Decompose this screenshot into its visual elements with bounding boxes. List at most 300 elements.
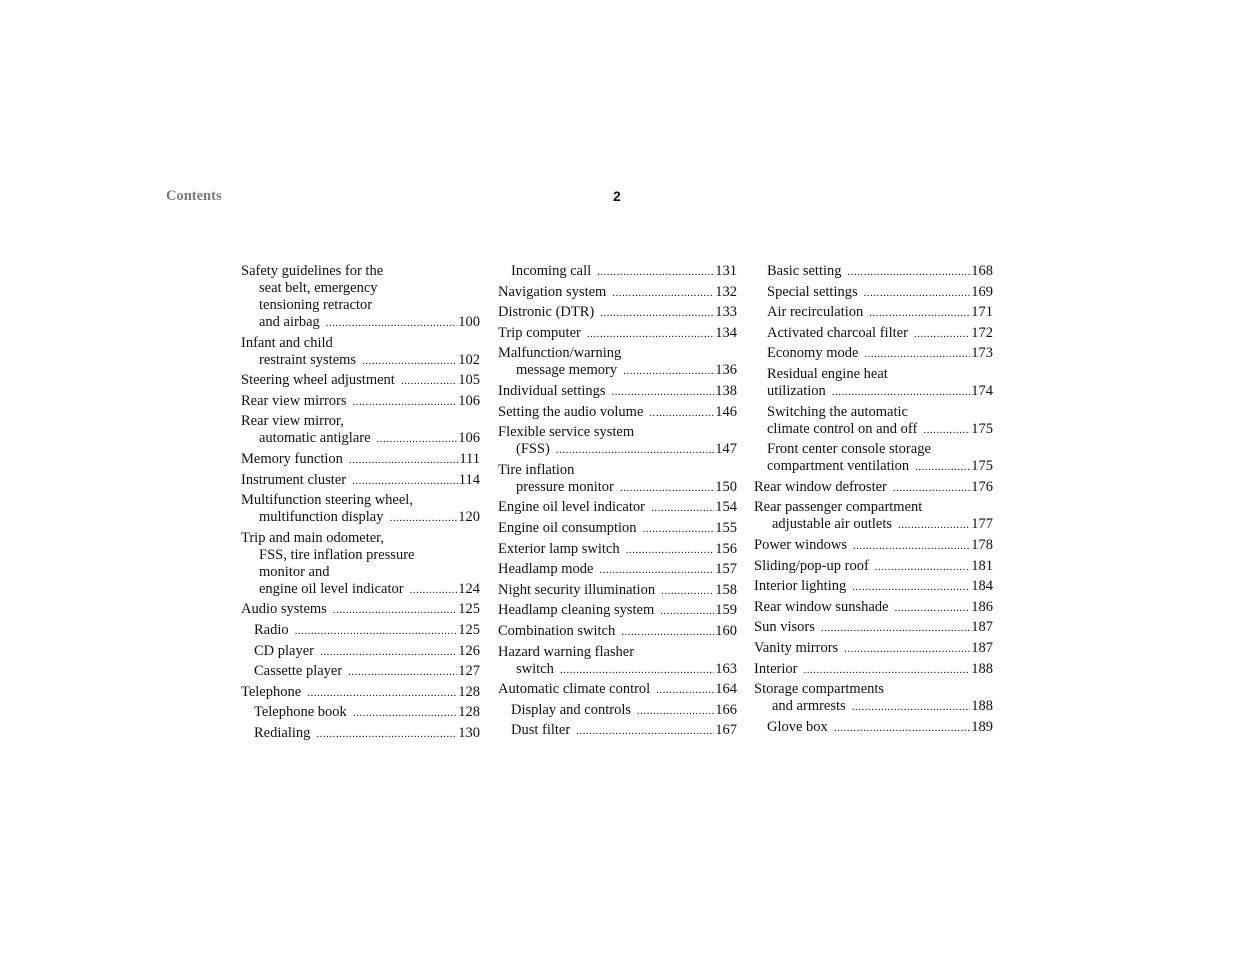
entry-page-number: 126 <box>458 642 480 659</box>
toc-entry[interactable] <box>754 640 993 658</box>
toc-entry-line-last <box>754 383 993 401</box>
dot-leader <box>587 326 714 343</box>
toc-entry[interactable] <box>754 661 993 679</box>
dot-leader <box>560 662 714 679</box>
toc-entry-line <box>241 263 480 280</box>
toc-entry-line-last <box>754 325 993 343</box>
toc-entry[interactable] <box>498 284 737 302</box>
toc-column-1 <box>241 263 480 746</box>
toc-entry[interactable] <box>498 722 737 740</box>
toc-entry-line <box>241 492 480 509</box>
entry-title: Storage compartments <box>754 681 885 698</box>
toc-entry[interactable] <box>498 702 737 720</box>
toc-entry-line <box>754 499 993 516</box>
toc-entry[interactable] <box>241 684 480 702</box>
entry-title: Rear view mirror, <box>241 413 344 430</box>
entry-title: compartment ventilation <box>767 458 910 475</box>
entry-title: switch <box>516 660 554 677</box>
entry-title: Night security illumination <box>498 581 656 598</box>
dot-leader <box>848 264 971 281</box>
dot-leader <box>401 373 457 390</box>
entry-page-number: 174 <box>971 382 993 399</box>
toc-entry[interactable] <box>754 304 993 322</box>
entry-title: tensioning retractor <box>259 297 373 313</box>
entry-title: automatic antiglare <box>259 430 371 447</box>
entry-page-number: 189 <box>971 718 993 735</box>
dot-leader <box>389 510 457 527</box>
toc-entry-line <box>241 564 480 581</box>
dot-leader <box>576 723 714 740</box>
toc-entry[interactable] <box>498 424 737 459</box>
entry-page-number: 111 <box>459 450 480 467</box>
entry-page-number: 125 <box>458 621 480 638</box>
entry-title: Malfunction/warning <box>498 345 622 362</box>
dot-leader <box>556 442 714 459</box>
toc-entry-line-last <box>754 284 993 302</box>
toc-entry-line-last <box>241 581 480 599</box>
entry-title: Headlamp mode <box>498 561 594 578</box>
entry-title: message memory <box>516 362 618 379</box>
dot-leader <box>898 517 970 534</box>
toc-entry-line <box>754 366 993 383</box>
toc-entry-line-last <box>498 383 737 401</box>
toc-entry-line-last <box>498 661 737 679</box>
dot-leader <box>832 384 970 401</box>
entry-title: restraint systems <box>259 351 357 368</box>
toc-entry[interactable] <box>754 284 993 302</box>
entry-title: Telephone <box>241 683 302 700</box>
entry-page-number: 177 <box>971 516 993 533</box>
toc-entry[interactable] <box>498 644 737 679</box>
toc-entry[interactable] <box>754 441 993 476</box>
entry-page-number: 159 <box>715 602 737 619</box>
toc-entry-line-last <box>754 578 993 596</box>
entry-title: Flexible service system <box>498 424 635 441</box>
toc-entry-line <box>498 345 737 362</box>
toc-entry-line-last <box>754 640 993 658</box>
dot-leader <box>348 664 457 681</box>
dot-leader <box>600 305 714 322</box>
toc-entry-line-last <box>498 582 737 600</box>
entry-title: Sun visors <box>754 619 815 636</box>
toc-entry-line <box>498 462 737 479</box>
toc-entry[interactable] <box>241 335 480 370</box>
entry-title: adjustable air outlets <box>772 516 892 533</box>
entry-title: Rear view mirrors <box>241 392 347 409</box>
entry-page-number: 102 <box>458 351 480 368</box>
dot-leader <box>352 473 458 490</box>
toc-entry[interactable] <box>754 681 993 716</box>
toc-entry[interactable] <box>241 372 480 390</box>
dot-leader <box>660 603 714 620</box>
toc-entry[interactable] <box>241 704 480 722</box>
toc-entry-line-last <box>754 345 993 363</box>
toc-entry-line-last <box>241 725 480 743</box>
toc-entry[interactable] <box>241 413 480 448</box>
entry-title: Telephone book <box>254 704 347 721</box>
toc-entry[interactable] <box>498 602 737 620</box>
dot-leader <box>864 346 970 363</box>
entry-title: Memory function <box>241 450 343 467</box>
toc-entry-line <box>241 530 480 547</box>
toc-entry-line-last <box>754 458 993 476</box>
entry-title: Glove box <box>767 718 828 735</box>
dot-leader <box>320 644 457 661</box>
toc-entry[interactable] <box>498 263 737 281</box>
toc-entry-line-last <box>498 520 737 538</box>
dot-leader <box>649 405 714 422</box>
toc-entry-line <box>241 413 480 430</box>
toc-entry-line-last <box>498 362 737 380</box>
toc-entry[interactable] <box>241 643 480 661</box>
toc-entry[interactable] <box>241 472 480 490</box>
toc-entry-line-last <box>241 704 480 722</box>
dot-leader <box>349 452 458 469</box>
entry-page-number: 100 <box>458 314 480 330</box>
toc-entry[interactable] <box>498 623 737 641</box>
entry-page-number: 128 <box>458 683 480 700</box>
toc-entry-line-last <box>498 499 737 517</box>
toc-entry-line-last <box>498 702 737 720</box>
dot-leader <box>923 422 970 439</box>
entry-title: Automatic climate control <box>498 681 651 698</box>
toc-entry-line-last <box>498 441 737 459</box>
entry-title: Redialing <box>254 724 311 741</box>
entry-page-number: 154 <box>715 499 737 516</box>
toc-entry-line-last <box>498 681 737 699</box>
dot-leader <box>864 285 971 302</box>
entry-page-number: 114 <box>458 471 480 488</box>
entry-title: Power windows <box>754 536 848 553</box>
toc-entry-line <box>241 280 480 297</box>
entry-page-number: 106 <box>458 392 480 409</box>
entry-page-number: 138 <box>715 382 737 399</box>
entry-title: Headlamp cleaning system <box>498 602 655 619</box>
entry-page-number: 171 <box>971 304 993 321</box>
toc-entry[interactable] <box>754 366 993 401</box>
entry-page-number: 181 <box>971 557 993 574</box>
toc-entry-line-last <box>754 421 993 439</box>
toc-entry-line-last <box>498 722 737 740</box>
dot-leader <box>377 431 458 448</box>
toc-entry[interactable] <box>241 451 480 469</box>
entry-title: CD player <box>254 642 314 659</box>
entry-title: Switching the automatic <box>767 403 908 420</box>
entry-title: multifunction display <box>259 509 384 526</box>
entry-page-number: 131 <box>715 263 737 279</box>
dot-leader <box>637 703 714 720</box>
entry-title: Steering wheel adjustment <box>241 372 395 389</box>
entry-page-number: 155 <box>715 519 737 536</box>
dot-leader <box>410 582 458 599</box>
entry-page-number: 168 <box>971 263 993 279</box>
dot-leader <box>623 363 714 380</box>
toc-entry-line-last <box>241 622 480 640</box>
entry-title: Front center console storage <box>767 441 931 458</box>
entry-title: engine oil level indicator <box>259 580 404 597</box>
toc-entry-line <box>498 644 737 661</box>
toc-entry-line-last <box>754 479 993 497</box>
toc-entry[interactable] <box>498 520 737 538</box>
dot-leader <box>316 726 457 743</box>
entry-page-number: 128 <box>458 704 480 721</box>
entry-title: Exterior lamp switch <box>498 540 620 557</box>
entry-title: Navigation system <box>498 283 607 300</box>
toc-entry-line-last <box>241 643 480 661</box>
toc-entry-line-last <box>754 263 993 281</box>
toc-entry[interactable] <box>241 530 480 599</box>
dot-leader <box>362 353 457 370</box>
toc-entry[interactable] <box>498 304 737 322</box>
entry-page-number: 156 <box>715 540 737 557</box>
entry-page-number: 134 <box>715 324 737 341</box>
entry-title: Residual engine heat <box>767 365 888 382</box>
toc-entry[interactable] <box>754 404 993 439</box>
entry-page-number: 175 <box>971 420 993 437</box>
entry-title: utilization <box>767 382 826 399</box>
toc-entry[interactable] <box>241 663 480 681</box>
entry-title: Incoming call <box>511 263 592 279</box>
entry-title: Rear window defroster <box>754 478 887 495</box>
entry-page-number: 173 <box>971 345 993 362</box>
entry-title: Air recirculation <box>767 304 864 321</box>
entry-page-number: 186 <box>971 598 993 615</box>
entry-page-number: 136 <box>715 362 737 379</box>
toc-column-3 <box>754 263 993 739</box>
toc-entry[interactable] <box>754 345 993 363</box>
entry-page-number: 163 <box>715 660 737 677</box>
toc-entry-line <box>241 547 480 564</box>
toc-entry[interactable] <box>498 499 737 517</box>
entry-title: FSS, tire inflation pressure <box>259 546 415 563</box>
entry-title: Sliding/pop-up roof <box>754 557 869 574</box>
entry-title: Trip and main odometer, <box>241 529 385 546</box>
toc-entry[interactable] <box>498 404 737 422</box>
entry-title: Safety guidelines for the <box>241 263 384 279</box>
entry-title: Interior lighting <box>754 578 847 595</box>
entry-page-number: 157 <box>715 561 737 578</box>
toc-entry-line <box>241 297 480 314</box>
dot-leader <box>661 583 714 600</box>
entry-page-number: 188 <box>971 660 993 677</box>
toc-entry[interactable] <box>241 393 480 411</box>
entry-title: Tire inflation <box>498 461 575 478</box>
entry-page-number: 127 <box>458 663 480 680</box>
dot-leader <box>844 641 970 658</box>
toc-entry-line-last <box>498 623 737 641</box>
toc-entry-line-last <box>241 314 480 332</box>
toc-entry[interactable] <box>754 499 993 534</box>
entry-page-number: 176 <box>971 478 993 495</box>
entry-page-number: 160 <box>715 622 737 639</box>
dot-leader <box>295 623 458 640</box>
entry-page-number: 172 <box>971 324 993 341</box>
entry-title: Activated charcoal filter <box>767 324 908 341</box>
entry-page-number: 158 <box>715 581 737 598</box>
entry-page-number: 187 <box>971 639 993 656</box>
toc-entry-line-last <box>754 661 993 679</box>
dot-leader <box>353 394 458 411</box>
toc-entry[interactable] <box>498 582 737 600</box>
toc-entry[interactable] <box>754 619 993 637</box>
toc-entry[interactable] <box>498 325 737 343</box>
dot-leader <box>307 685 457 702</box>
entry-page-number: 166 <box>715 701 737 718</box>
toc-entry-line-last <box>498 284 737 302</box>
toc-entry-line-last <box>498 325 737 343</box>
toc-column-2 <box>498 263 737 743</box>
toc-entry-line <box>754 404 993 421</box>
dot-leader <box>656 682 714 699</box>
toc-entry[interactable] <box>241 263 480 332</box>
entry-page-number: 178 <box>971 536 993 553</box>
section-label: Contents <box>166 188 222 204</box>
dot-leader <box>834 720 970 737</box>
toc-entry-line-last <box>498 479 737 497</box>
entry-page-number: 175 <box>971 458 993 475</box>
entry-title: Distronic (DTR) <box>498 304 595 321</box>
entry-title: (FSS) <box>516 441 550 458</box>
toc-entry[interactable] <box>754 325 993 343</box>
dot-leader <box>621 624 714 641</box>
entry-title: Rear passenger compartment <box>754 499 923 516</box>
toc-entry-line-last <box>241 352 480 370</box>
toc-entry-line <box>241 335 480 352</box>
toc-entry-line-last <box>754 537 993 555</box>
dot-leader <box>803 662 970 679</box>
entry-title: Multifunction steering wheel, <box>241 492 413 509</box>
toc-entry[interactable] <box>241 725 480 743</box>
toc-entry-line-last <box>754 516 993 534</box>
toc-entry[interactable] <box>498 383 737 401</box>
entry-page-number: 169 <box>971 283 993 300</box>
toc-entry[interactable] <box>754 558 993 576</box>
entry-title: Hazard warning flasher <box>498 643 635 660</box>
toc-entry[interactable] <box>498 345 737 380</box>
entry-page-number: 106 <box>458 430 480 447</box>
toc-entry[interactable] <box>498 462 737 497</box>
entry-title: pressure monitor <box>516 478 614 495</box>
toc-entry-line-last <box>241 372 480 390</box>
dot-leader <box>852 579 970 596</box>
toc-entry-line-last <box>754 304 993 322</box>
dot-leader <box>869 305 970 322</box>
toc-entry[interactable] <box>241 601 480 619</box>
dot-leader <box>620 480 714 497</box>
dot-leader <box>353 705 457 722</box>
toc-entry[interactable] <box>754 537 993 555</box>
toc-entry-line-last <box>754 619 993 637</box>
toc-entry[interactable] <box>498 541 737 559</box>
dot-leader <box>643 521 715 538</box>
entry-title: Engine oil level indicator <box>498 499 645 516</box>
entry-title: Combination switch <box>498 622 616 639</box>
toc-entry-line-last <box>498 263 737 281</box>
entry-title: Radio <box>254 621 289 638</box>
entry-title: Rear window sunshade <box>754 598 889 615</box>
toc-entry-line-last <box>241 430 480 448</box>
entry-title: Setting the audio volume <box>498 403 644 420</box>
entry-title: Display and controls <box>511 701 632 718</box>
entry-title: Basic setting <box>767 263 842 279</box>
toc-entry[interactable] <box>498 561 737 579</box>
dot-leader <box>821 620 970 637</box>
entry-page-number: 132 <box>715 283 737 300</box>
toc-entry[interactable] <box>498 681 737 699</box>
entry-title: Trip computer <box>498 324 581 341</box>
dot-leader <box>853 538 970 555</box>
entry-page-number: 147 <box>715 441 737 458</box>
toc-entry-line-last <box>241 601 480 619</box>
entry-title: climate control on and off <box>767 420 918 437</box>
dot-leader <box>875 559 970 576</box>
entry-title: monitor and <box>259 563 330 580</box>
toc-entry[interactable] <box>241 492 480 527</box>
toc-entry[interactable] <box>754 719 993 737</box>
entry-title: Vanity mirrors <box>754 639 839 656</box>
toc-entry[interactable] <box>754 599 993 617</box>
entry-page-number: 187 <box>971 619 993 636</box>
entry-title: Individual settings <box>498 382 606 399</box>
dot-leader <box>651 500 714 517</box>
entry-page-number: 150 <box>715 478 737 495</box>
toc-entry[interactable] <box>754 479 993 497</box>
dot-leader <box>914 326 970 343</box>
dot-leader <box>326 315 457 332</box>
entry-page-number: 184 <box>971 578 993 595</box>
dot-leader <box>612 285 714 302</box>
toc-entry[interactable] <box>754 263 993 281</box>
toc-entry-line <box>754 681 993 698</box>
dot-leader <box>895 600 971 617</box>
dot-leader <box>597 264 714 281</box>
toc-entry-line-last <box>498 602 737 620</box>
toc-entry-line-last <box>241 509 480 527</box>
entry-title: seat belt, emergency <box>259 280 378 296</box>
dot-leader <box>626 542 715 559</box>
entry-title: Infant and child <box>241 334 333 351</box>
toc-entry-line-last <box>498 304 737 322</box>
entry-page-number: 133 <box>715 304 737 321</box>
dot-leader <box>333 602 457 619</box>
entry-page-number: 130 <box>458 724 480 741</box>
entry-title: and airbag <box>259 314 320 330</box>
entry-title: Economy mode <box>767 345 859 362</box>
toc-entry[interactable] <box>754 578 993 596</box>
entry-page-number: 146 <box>715 403 737 420</box>
entry-title: Cassette player <box>254 663 343 680</box>
entry-title: Engine oil consumption <box>498 519 637 536</box>
toc-entry-line-last <box>498 561 737 579</box>
dot-leader <box>599 562 714 579</box>
dot-leader <box>852 699 971 716</box>
toc-entry-line-last <box>241 472 480 490</box>
toc-entry-line <box>498 424 737 441</box>
toc-entry-line-last <box>754 558 993 576</box>
toc-entry-line-last <box>754 719 993 737</box>
page-header <box>166 188 1066 208</box>
entry-page-number: 188 <box>971 698 993 715</box>
toc-entry-line-last <box>241 451 480 469</box>
entry-title: Audio systems <box>241 601 327 618</box>
toc-entry-line <box>754 441 993 458</box>
page-number: 2 <box>613 188 621 204</box>
toc-entry-line-last <box>241 684 480 702</box>
toc-entry-line-last <box>241 393 480 411</box>
toc-entry-line-last <box>498 541 737 559</box>
toc-entry[interactable] <box>241 622 480 640</box>
toc-entry-line-last <box>498 404 737 422</box>
